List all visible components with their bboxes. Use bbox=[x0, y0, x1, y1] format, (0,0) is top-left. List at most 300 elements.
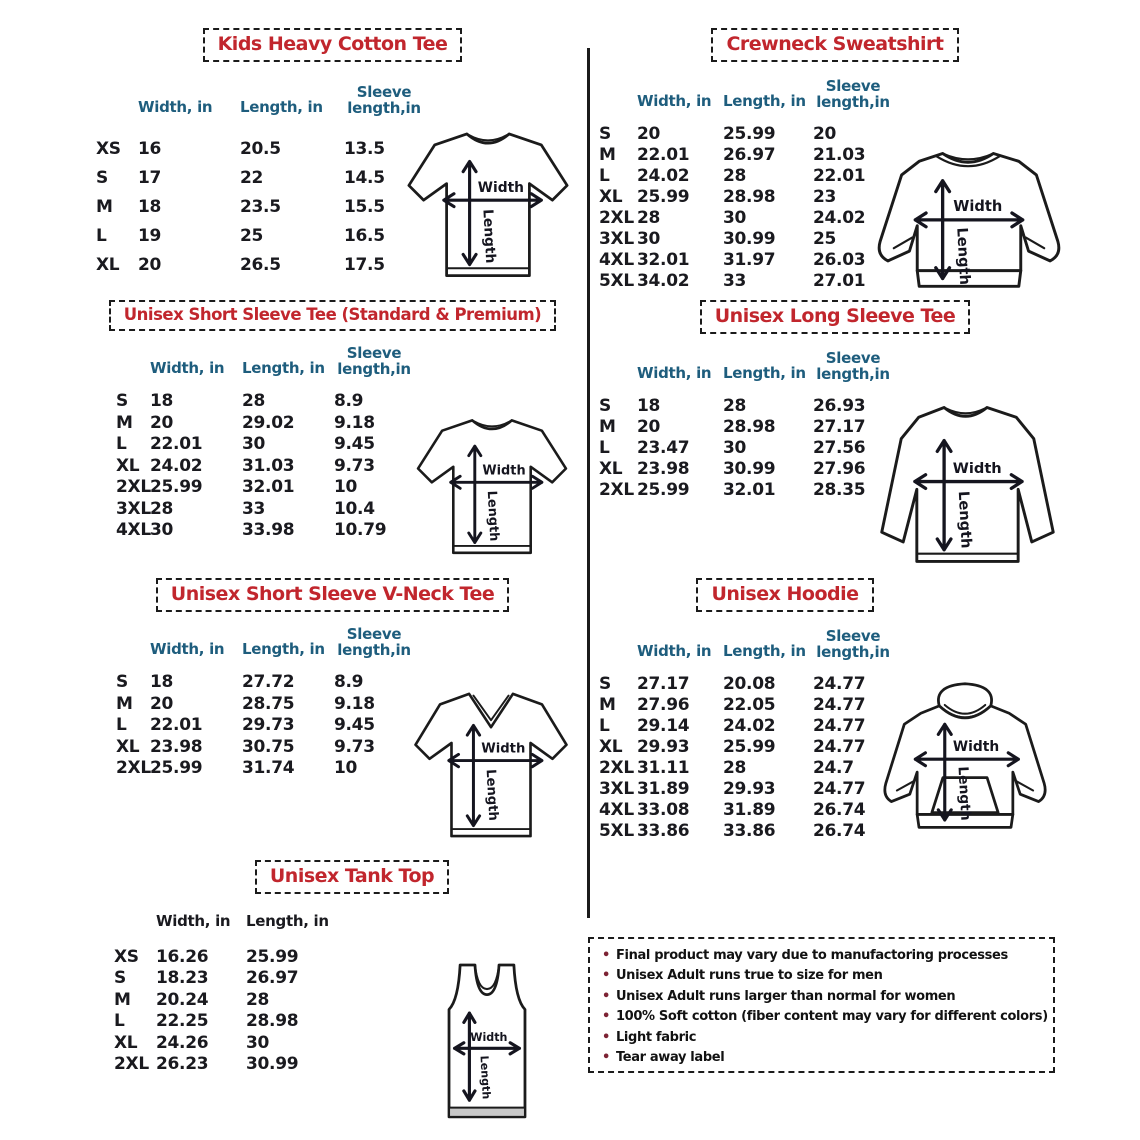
length-arrow-label: Length bbox=[477, 1055, 493, 1100]
size-table bbox=[595, 78, 1075, 291]
size-row bbox=[80, 250, 585, 279]
size-row bbox=[80, 671, 585, 693]
length-value: 33.98 bbox=[242, 520, 295, 541]
section-title: Unisex Tank Top bbox=[255, 860, 449, 894]
sleeve-value: 24.77 bbox=[813, 778, 866, 799]
length-value: 33 bbox=[242, 498, 266, 519]
size-table bbox=[80, 912, 560, 1075]
width-value: 24.26 bbox=[156, 1032, 209, 1053]
table-body bbox=[595, 395, 1075, 500]
size-row bbox=[595, 715, 1075, 736]
table-header-row bbox=[80, 912, 560, 930]
sleeve-value: 23 bbox=[813, 186, 837, 207]
width-value: 27.96 bbox=[637, 694, 690, 715]
length-value: 22.05 bbox=[723, 694, 776, 715]
column-header-length: Length, in bbox=[723, 642, 806, 661]
size-row bbox=[595, 186, 1075, 207]
section-title: Unisex Short Sleeve Tee (Standard & Premium) bbox=[109, 300, 556, 331]
length-value: 28 bbox=[723, 165, 747, 186]
size-value: 3XL bbox=[116, 498, 151, 519]
size-value: M bbox=[599, 416, 616, 437]
width-value: 16.26 bbox=[156, 946, 209, 967]
width-value: 20 bbox=[138, 254, 162, 275]
size-row bbox=[595, 207, 1075, 228]
size-value: 4XL bbox=[599, 249, 634, 270]
width-arrow-label: Width bbox=[952, 459, 1002, 477]
size-value: 5XL bbox=[599, 270, 634, 291]
sleeve-value: 16.5 bbox=[344, 225, 385, 246]
size-row bbox=[80, 736, 585, 758]
size-value: L bbox=[116, 715, 127, 736]
column-divider-line bbox=[587, 48, 590, 918]
size-row bbox=[595, 165, 1075, 186]
length-value: 26.97 bbox=[723, 144, 776, 165]
sleeve-value: 24.77 bbox=[813, 715, 866, 736]
section-title: Kids Heavy Cotton Tee bbox=[203, 28, 463, 62]
size-table bbox=[80, 345, 585, 541]
width-arrow-label: Width bbox=[481, 741, 526, 757]
width-value: 29.14 bbox=[637, 715, 690, 736]
width-value: 25.99 bbox=[637, 186, 690, 207]
length-value: 29.73 bbox=[242, 715, 295, 736]
size-row bbox=[80, 1011, 560, 1033]
size-row bbox=[80, 134, 585, 163]
column-header-sleeve: Sleeve length,in bbox=[347, 83, 421, 118]
width-value: 27.17 bbox=[637, 673, 690, 694]
length-value: 28.98 bbox=[723, 416, 776, 437]
size-row bbox=[80, 192, 585, 221]
length-value: 30.99 bbox=[723, 458, 776, 479]
column-header-width: Width, in bbox=[138, 98, 213, 117]
size-value: S bbox=[116, 391, 128, 412]
size-value: M bbox=[599, 694, 616, 715]
column-header-width: Width, in bbox=[637, 642, 712, 661]
table-header-row bbox=[595, 628, 1075, 660]
column-header-width: Width, in bbox=[156, 912, 231, 930]
width-value: 19 bbox=[138, 225, 162, 246]
sleeve-value: 24.77 bbox=[813, 736, 866, 757]
size-value: M bbox=[599, 144, 616, 165]
length-value: 30 bbox=[246, 1032, 270, 1053]
size-value: XL bbox=[599, 736, 623, 757]
length-value: 30 bbox=[242, 434, 266, 455]
column-header-length: Length, in bbox=[240, 98, 323, 117]
size-value: 4XL bbox=[116, 520, 151, 541]
length-arrow-label: Length bbox=[954, 765, 974, 822]
size-row bbox=[595, 799, 1075, 820]
size-row bbox=[80, 968, 560, 990]
size-row bbox=[80, 989, 560, 1011]
bullet-dot: • bbox=[602, 988, 610, 1004]
sleeve-value: 25 bbox=[813, 228, 837, 249]
section-unisex-long-sleeve-tee bbox=[595, 300, 1075, 575]
sleeve-value: 26.74 bbox=[813, 820, 866, 841]
sleeve-value: 24.7 bbox=[813, 757, 854, 778]
sleeve-value: 27.01 bbox=[813, 270, 866, 291]
size-value: M bbox=[96, 196, 113, 217]
section-title-row bbox=[80, 28, 585, 62]
width-value: 20 bbox=[150, 693, 174, 714]
section-title-row bbox=[545, 578, 1025, 612]
size-row bbox=[595, 123, 1075, 144]
sleeve-value: 24.77 bbox=[813, 694, 866, 715]
size-value: 2XL bbox=[114, 1054, 149, 1075]
sleeve-value: 10.4 bbox=[334, 498, 375, 519]
length-value: 27.72 bbox=[242, 672, 295, 693]
length-value: 31.89 bbox=[723, 799, 776, 820]
size-value: 5XL bbox=[599, 820, 634, 841]
size-value: XS bbox=[114, 946, 139, 967]
sleeve-value: 8.9 bbox=[334, 391, 364, 412]
size-value: L bbox=[599, 437, 610, 458]
size-value: 2XL bbox=[599, 207, 634, 228]
length-value: 28.98 bbox=[723, 186, 776, 207]
length-value: 30.75 bbox=[242, 736, 295, 757]
width-value: 23.98 bbox=[637, 458, 690, 479]
size-row bbox=[595, 757, 1075, 778]
size-value: L bbox=[599, 715, 610, 736]
sleeve-value: 24.02 bbox=[813, 207, 866, 228]
size-row bbox=[80, 221, 585, 250]
size-row bbox=[595, 249, 1075, 270]
width-value: 17 bbox=[138, 167, 162, 188]
section-title-row bbox=[80, 578, 585, 612]
width-value: 18 bbox=[138, 196, 162, 217]
sleeve-value: 15.5 bbox=[344, 196, 385, 217]
width-arrow-label: Width bbox=[952, 738, 1000, 755]
size-row bbox=[80, 412, 585, 434]
length-value: 20.08 bbox=[723, 673, 776, 694]
section-title-row bbox=[112, 860, 592, 894]
width-value: 26.23 bbox=[156, 1054, 209, 1075]
section-title-row bbox=[595, 28, 1075, 62]
table-body bbox=[595, 123, 1075, 291]
length-value: 30.99 bbox=[246, 1054, 299, 1075]
length-value: 31.74 bbox=[242, 758, 295, 779]
width-value: 25.99 bbox=[150, 758, 203, 779]
size-row bbox=[80, 498, 585, 520]
length-value: 28 bbox=[242, 391, 266, 412]
column-header-width: Width, in bbox=[637, 92, 712, 111]
sleeve-value: 27.56 bbox=[813, 437, 866, 458]
note-item bbox=[602, 1050, 1043, 1065]
sleeve-value: 14.5 bbox=[344, 167, 385, 188]
size-row bbox=[80, 693, 585, 715]
sleeve-value: 9.18 bbox=[334, 693, 375, 714]
size-row bbox=[80, 757, 585, 779]
table-body bbox=[80, 390, 585, 541]
width-value: 25.99 bbox=[637, 479, 690, 500]
width-value: 20 bbox=[150, 412, 174, 433]
sleeve-value: 27.96 bbox=[813, 458, 866, 479]
size-table bbox=[80, 626, 585, 779]
table-header-row bbox=[80, 84, 585, 116]
sleeve-value: 13.5 bbox=[344, 138, 385, 159]
sleeve-value: 10.79 bbox=[334, 520, 387, 541]
width-arrow-label: Width bbox=[482, 463, 526, 479]
size-row bbox=[595, 694, 1075, 715]
length-value: 31.97 bbox=[723, 249, 776, 270]
width-arrow-label: Width bbox=[477, 179, 525, 196]
section-title: Unisex Short Sleeve V-Neck Tee bbox=[156, 578, 509, 612]
width-value: 18 bbox=[150, 391, 174, 412]
width-value: 33.86 bbox=[637, 820, 690, 841]
size-value: L bbox=[96, 225, 107, 246]
width-value: 23.98 bbox=[150, 736, 203, 757]
size-value: S bbox=[116, 672, 128, 693]
length-value: 30 bbox=[723, 437, 747, 458]
bullet-dot: • bbox=[602, 948, 610, 963]
section-title: Unisex Long Sleeve Tee bbox=[700, 300, 971, 334]
section-kids-heavy-cotton-tee bbox=[80, 28, 585, 298]
size-value: XL bbox=[116, 736, 140, 757]
sleeve-value: 22.01 bbox=[813, 165, 866, 186]
size-value: 2XL bbox=[116, 477, 151, 498]
width-value: 28 bbox=[637, 207, 661, 228]
size-row bbox=[595, 228, 1075, 249]
size-row bbox=[595, 437, 1075, 458]
column-header-width: Width, in bbox=[150, 359, 225, 378]
width-arrow-label: Width bbox=[470, 1030, 508, 1044]
column-header-sleeve: Sleeve length,in bbox=[816, 77, 890, 112]
size-row bbox=[80, 1054, 560, 1076]
size-value: S bbox=[599, 673, 611, 694]
size-value: 3XL bbox=[599, 778, 634, 799]
width-value: 23.47 bbox=[637, 437, 690, 458]
length-arrow-label: Length bbox=[954, 490, 975, 549]
sleeve-value: 26.03 bbox=[813, 249, 866, 270]
length-value: 28.98 bbox=[246, 1011, 299, 1032]
length-value: 25.99 bbox=[723, 123, 776, 144]
size-row bbox=[80, 455, 585, 477]
size-value: L bbox=[114, 1011, 125, 1032]
length-value: 28.75 bbox=[242, 693, 295, 714]
size-row bbox=[80, 946, 560, 968]
width-value: 20 bbox=[637, 123, 661, 144]
column-header-width: Width, in bbox=[150, 640, 225, 659]
sleeve-value: 24.77 bbox=[813, 673, 866, 694]
sleeve-value: 26.74 bbox=[813, 799, 866, 820]
length-value: 32.01 bbox=[723, 479, 776, 500]
width-value: 34.02 bbox=[637, 270, 690, 291]
size-value: 3XL bbox=[599, 228, 634, 249]
length-value: 22 bbox=[240, 167, 264, 188]
note-text: Tear away label bbox=[615, 1049, 725, 1065]
table-header-row bbox=[80, 345, 585, 377]
size-row bbox=[80, 519, 585, 541]
section-title: Crewneck Sweatshirt bbox=[711, 28, 958, 62]
length-arrow-label: Length bbox=[479, 208, 499, 264]
size-table bbox=[595, 350, 1075, 500]
table-header-row bbox=[595, 350, 1075, 382]
sleeve-value: 9.45 bbox=[334, 434, 375, 455]
note-item bbox=[602, 989, 1043, 1004]
size-row bbox=[595, 416, 1075, 437]
size-value: 2XL bbox=[599, 479, 634, 500]
sleeve-value: 20 bbox=[813, 123, 837, 144]
length-value: 24.02 bbox=[723, 715, 776, 736]
note-item bbox=[602, 1030, 1043, 1045]
sleeve-value: 21.03 bbox=[813, 144, 866, 165]
size-value: S bbox=[599, 395, 611, 416]
width-value: 16 bbox=[138, 138, 162, 159]
size-value: M bbox=[116, 693, 133, 714]
length-value: 28 bbox=[723, 395, 747, 416]
table-body bbox=[80, 671, 585, 779]
column-header-sleeve: Sleeve length,in bbox=[816, 627, 890, 662]
size-row bbox=[80, 714, 585, 736]
section-title-row bbox=[80, 300, 585, 331]
width-value: 28 bbox=[150, 498, 174, 519]
sleeve-value: 9.73 bbox=[334, 455, 375, 476]
size-value: XL bbox=[96, 254, 120, 275]
size-row bbox=[595, 144, 1075, 165]
table-body bbox=[595, 673, 1075, 841]
width-value: 20.24 bbox=[156, 989, 209, 1010]
size-row bbox=[80, 390, 585, 412]
width-arrow-label: Width bbox=[953, 198, 1003, 216]
length-arrow-label: Length bbox=[483, 490, 502, 542]
width-value: 20 bbox=[637, 416, 661, 437]
size-table bbox=[80, 84, 585, 279]
bullet-dot: • bbox=[602, 968, 610, 984]
width-value: 22.01 bbox=[150, 715, 203, 736]
size-row bbox=[80, 433, 585, 455]
column-header-length: Length, in bbox=[246, 912, 329, 930]
size-value: XL bbox=[116, 455, 140, 476]
sleeve-value: 28.35 bbox=[813, 479, 866, 500]
section-unisex-v-neck-tee bbox=[80, 578, 585, 853]
table-body bbox=[80, 946, 560, 1075]
note-text: 100% Soft cotton (fiber content may vary for different colors) bbox=[615, 1009, 1048, 1025]
length-value: 28 bbox=[723, 757, 747, 778]
width-value: 24.02 bbox=[637, 165, 690, 186]
sleeve-value: 26.93 bbox=[813, 395, 866, 416]
section-title-row bbox=[595, 300, 1075, 334]
note-item bbox=[602, 968, 1043, 983]
length-value: 29.93 bbox=[723, 778, 776, 799]
size-row bbox=[595, 458, 1075, 479]
sleeve-value: 10 bbox=[334, 758, 358, 779]
length-value: 23.5 bbox=[240, 196, 281, 217]
width-value: 18 bbox=[150, 672, 174, 693]
width-value: 33.08 bbox=[637, 799, 690, 820]
column-header-width: Width, in bbox=[637, 364, 712, 383]
length-value: 26.5 bbox=[240, 254, 281, 275]
length-value: 33.86 bbox=[723, 820, 776, 841]
size-row bbox=[80, 1032, 560, 1054]
size-value: M bbox=[114, 989, 131, 1010]
width-value: 31.11 bbox=[637, 757, 690, 778]
size-value: 2XL bbox=[599, 757, 634, 778]
size-value: L bbox=[599, 165, 610, 186]
column-header-sleeve: Sleeve length,in bbox=[337, 344, 411, 379]
note-text: Final product may vary due to manufactoring processes bbox=[615, 948, 1008, 963]
length-value: 25 bbox=[240, 225, 264, 246]
size-row bbox=[595, 736, 1075, 757]
table-header-row bbox=[80, 626, 585, 658]
note-text: Unisex Adult runs larger than normal for women bbox=[615, 988, 956, 1004]
width-value: 29.93 bbox=[637, 736, 690, 757]
column-header-length: Length, in bbox=[723, 364, 806, 383]
width-value: 30 bbox=[637, 228, 661, 249]
width-value: 24.02 bbox=[150, 455, 203, 476]
column-header-length: Length, in bbox=[242, 640, 325, 659]
section-title: Unisex Hoodie bbox=[696, 578, 873, 612]
length-value: 28 bbox=[246, 989, 270, 1010]
length-value: 33 bbox=[723, 270, 747, 291]
size-row bbox=[595, 479, 1075, 500]
sleeve-value: 8.9 bbox=[334, 672, 364, 693]
length-value: 25.99 bbox=[246, 946, 299, 967]
size-row bbox=[595, 270, 1075, 291]
size-value: 2XL bbox=[116, 758, 151, 779]
table-header-row bbox=[595, 78, 1075, 110]
length-arrow-label: Length bbox=[482, 768, 501, 822]
column-header-length: Length, in bbox=[242, 359, 325, 378]
length-arrow-label: Length bbox=[953, 227, 974, 286]
width-value: 25.99 bbox=[150, 477, 203, 498]
sleeve-value: 17.5 bbox=[344, 254, 385, 275]
sleeve-value: 9.45 bbox=[334, 715, 375, 736]
size-row bbox=[595, 395, 1075, 416]
sleeve-value: 27.17 bbox=[813, 416, 866, 437]
size-row bbox=[80, 163, 585, 192]
length-value: 30.99 bbox=[723, 228, 776, 249]
sleeve-value: 10 bbox=[334, 477, 358, 498]
size-row bbox=[595, 820, 1075, 841]
width-value: 31.89 bbox=[637, 778, 690, 799]
width-value: 18 bbox=[637, 395, 661, 416]
note-text: Light fabric bbox=[615, 1029, 697, 1045]
size-value: 4XL bbox=[599, 799, 634, 820]
bullet-dot: • bbox=[602, 1029, 610, 1045]
section-unisex-short-sleeve-tee bbox=[80, 300, 585, 575]
width-value: 22.01 bbox=[637, 144, 690, 165]
size-value: S bbox=[96, 167, 108, 188]
size-row bbox=[80, 476, 585, 498]
table-body bbox=[80, 134, 585, 279]
length-value: 25.99 bbox=[723, 736, 776, 757]
note-item bbox=[602, 1009, 1048, 1025]
bullet-dot: • bbox=[602, 1009, 610, 1025]
size-value: XS bbox=[96, 138, 121, 159]
section-crewneck-sweatshirt bbox=[595, 28, 1075, 298]
width-value: 22.01 bbox=[150, 434, 203, 455]
size-value: M bbox=[116, 412, 133, 433]
section-unisex-hoodie bbox=[595, 578, 1075, 863]
width-value: 22.25 bbox=[156, 1011, 209, 1032]
length-value: 30 bbox=[723, 207, 747, 228]
size-value: XL bbox=[599, 186, 623, 207]
size-value: XL bbox=[599, 458, 623, 479]
note-item bbox=[602, 948, 1043, 963]
product-notes-box bbox=[588, 937, 1055, 1073]
column-header-sleeve: Sleeve length,in bbox=[816, 349, 890, 384]
bullet-dot: • bbox=[602, 1049, 610, 1065]
sleeve-value: 9.73 bbox=[334, 736, 375, 757]
length-value: 32.01 bbox=[242, 477, 295, 498]
section-unisex-tank-top bbox=[80, 860, 560, 1130]
length-value: 20.5 bbox=[240, 138, 281, 159]
size-value: S bbox=[599, 123, 611, 144]
length-value: 29.02 bbox=[242, 412, 295, 433]
length-value: 26.97 bbox=[246, 968, 299, 989]
size-row bbox=[595, 778, 1075, 799]
size-value: S bbox=[114, 968, 126, 989]
size-table bbox=[595, 628, 1075, 841]
column-header-length: Length, in bbox=[723, 92, 806, 111]
